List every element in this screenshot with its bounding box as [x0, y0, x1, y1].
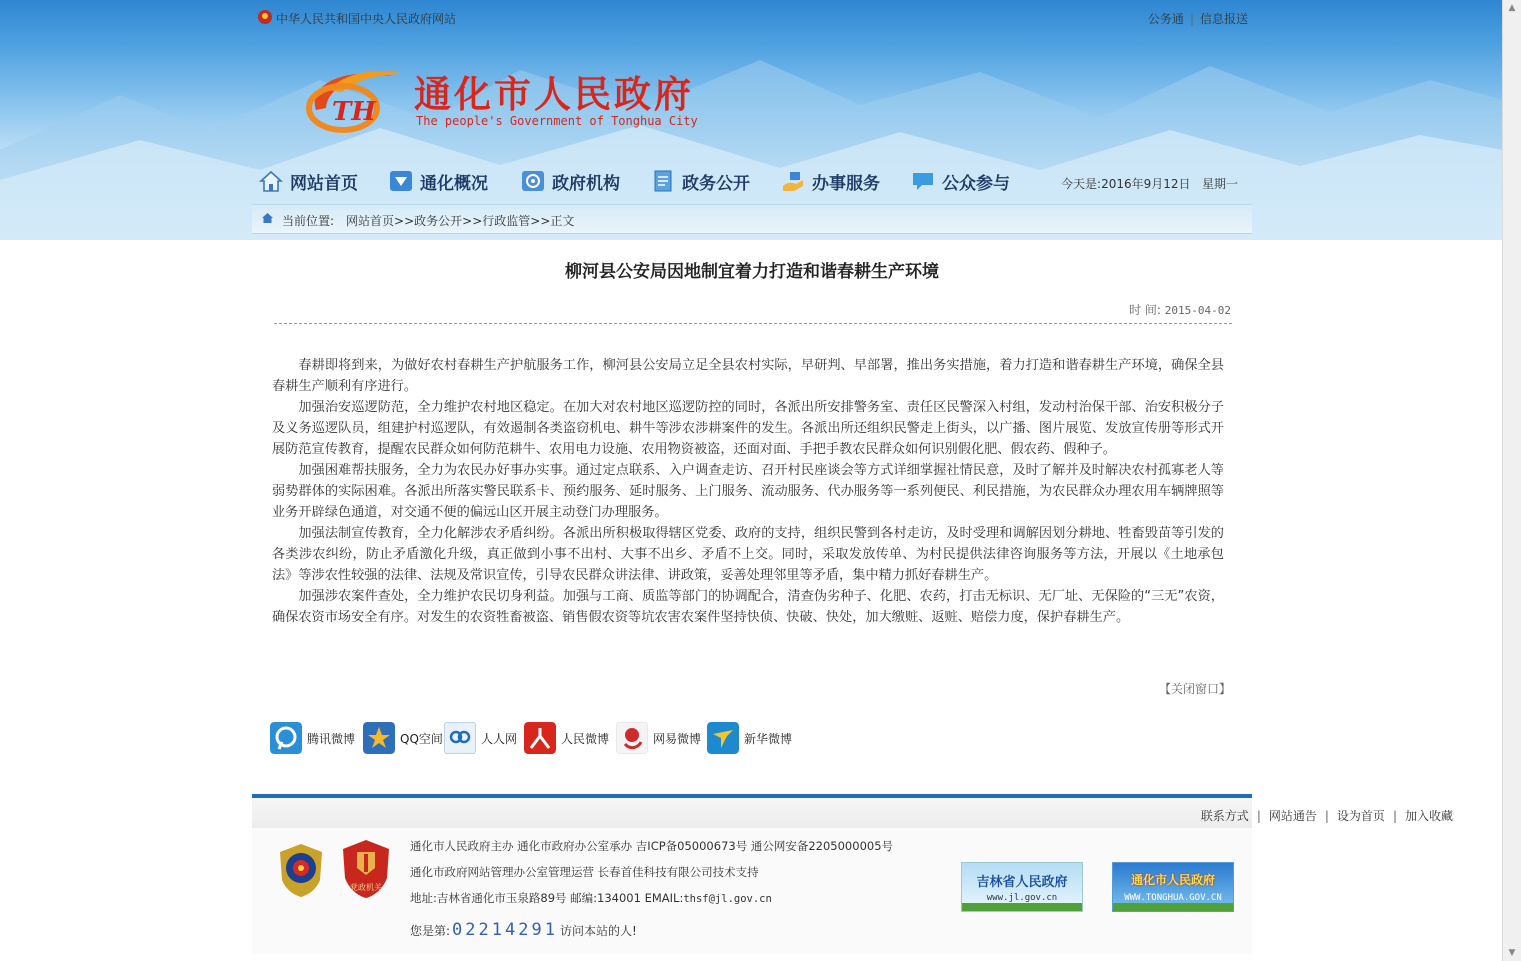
service-icon [780, 168, 806, 194]
footer-address: 地址:吉林省通化市玉泉路89号 邮编:134001 EMAIL: [410, 891, 684, 905]
breadcrumb-separator: >> [530, 214, 551, 228]
time-label: 时 间: [1129, 303, 1161, 317]
nav-home[interactable] [258, 164, 358, 198]
breadcrumb-label: 当前位置: [282, 214, 335, 228]
nav-label: 公众参与 [942, 173, 1010, 194]
visit-prefix: 您是第: [410, 924, 451, 938]
breadcrumb-current: 正文 [550, 214, 575, 228]
organization-icon [520, 168, 546, 194]
breadcrumb-separator: >> [462, 214, 483, 228]
scroll-up-arrow-icon[interactable]: ▲ [1508, 3, 1516, 13]
date-value: 2016年9月12日 [1101, 177, 1191, 191]
party-agency-badge-icon[interactable] [340, 838, 392, 900]
set-homepage-link[interactable]: 设为首页 [1336, 809, 1385, 823]
date-label: 今天是: [1061, 177, 1102, 191]
footer-address-info [410, 890, 772, 906]
nav-overview[interactable] [388, 164, 488, 198]
nav-label: 办事服务 [812, 173, 880, 194]
nav-label: 政府机构 [552, 173, 620, 194]
article-paragraph: 春耕即将到来，为做好农村春耕生产护航服务工作，柳河县公安局立足全县农村实际，早研判、早部署，推出务实措施，着力打造和谐春耕生产环境，确保全县春耕生产顺利有序进行。 [272, 358, 1224, 394]
breadcrumb [252, 204, 1252, 234]
tencent-weibo-icon [270, 722, 302, 754]
banner-title: 通化市人民政府 [1130, 873, 1215, 887]
breadcrumb-separator: >> [394, 214, 415, 228]
nav-services[interactable] [780, 164, 880, 198]
police-badge-icon[interactable] [276, 842, 326, 898]
chat-icon [910, 168, 936, 194]
xinhua-weibo-icon [707, 722, 739, 754]
article-paragraph: 加强治安巡逻防范，全力维护农村地区稳定。在加大对农村地区巡逻防控的同时，各派出所安排警务室、责任区民警深入村组，发动村治保干部、治安积极分子及义务巡逻队员，组建护村巡逻队，有效遏制各类盗窃机电、耕牛等涉农涉耕案件的发生。各派出所还组织民警走上街头，以广播、图片展览、发放宣传册等形式开展防范宣传教育，提醒农民群众如何防范耕牛、农用电力设施、农用物资被盗，还面对面、手把手教农民群众如何识别假化肥、假农药、假种子。 [272, 400, 1224, 457]
share-label: 新华微博 [744, 731, 793, 746]
people-weibo-icon [524, 722, 556, 754]
netease-weibo-icon [616, 722, 648, 754]
main-nav [258, 164, 1248, 200]
scroll-down-arrow-icon[interactable]: ▼ [1508, 948, 1516, 958]
article-paragraph: 加强涉农案件查处，全力维护农民切身利益。加强与工商、质监等部门的协调配合，清查伪劣种子、化肥、农药，打击无标识、无厂址、无保险的“三无”农资，确保农资市场安全有序。对发生的农资牲畜被盗、销售假农资等坑农害农案件坚持快侦、快破、快处，加大缴赃、返赃、赔偿力度，保护春耕生产。 [272, 589, 1224, 625]
banner-title: 吉林省人民政府 [976, 875, 1068, 890]
nav-label: 通化概况 [420, 173, 488, 194]
share-qzone[interactable] [363, 721, 443, 755]
breadcrumb-home-link[interactable]: 网站首页 [346, 214, 395, 228]
footer-operator-info: 通化市政府网站管理办公室管理运营 长春首佳科技有限公司技术支持 [410, 865, 759, 879]
share-bar [270, 721, 830, 755]
title-divider [274, 323, 1232, 324]
link-separator: | [1324, 809, 1329, 823]
link-separator: | [1256, 809, 1261, 823]
notice-link[interactable]: 网站通告 [1268, 809, 1317, 823]
close-window-link[interactable]: 【关闭窗口】 [1158, 682, 1231, 696]
share-xinhua-weibo[interactable] [707, 721, 792, 755]
banner-url: WWW.TONGHUA.GOV.CN [1124, 893, 1222, 903]
banner-grass [962, 903, 1082, 911]
top-bar [258, 9, 1248, 27]
article-time [1129, 301, 1231, 318]
article-paragraph: 加强法制宣传教育，全力化解涉农矛盾纠纷。各派出所积极取得辖区党委、政府的支持，组织民警到各村走访，及时受理和调解因划分耕地、牲畜毁苗等引发的各类涉农纠纷，防止矛盾激化升级，真正做到小事不出村、大事不出乡、矛盾不上交。同时，采取发放传单、为村民提供法律咨询服务等方法，开展以《土地承包法》等涉农性较强的法律、法规及常识宣传，引导农民群众讲法律、讲政策，妥善处理邻里等矛盾，集中精力抓好春耕生产。 [272, 526, 1224, 583]
share-label: 网易微博 [653, 731, 702, 746]
link-separator: | [1189, 12, 1194, 26]
badge2-text: 党政机关 [350, 883, 382, 892]
time-value: 2015-04-02 [1164, 304, 1231, 317]
gongwutong-link[interactable]: 公务通 [1147, 12, 1184, 26]
visit-counter [410, 920, 637, 940]
breadcrumb-path [346, 212, 574, 229]
weekday: 星期一 [1201, 177, 1238, 191]
add-favorite-link[interactable]: 加入收藏 [1404, 809, 1453, 823]
qzone-icon [363, 722, 395, 754]
link-separator: | [1392, 809, 1397, 823]
share-people-weibo[interactable] [524, 721, 609, 755]
home-icon [258, 168, 284, 194]
share-netease-weibo[interactable] [616, 721, 701, 755]
nav-organization[interactable] [520, 164, 620, 198]
site-title: 通化市人民政府 [414, 72, 694, 116]
banner-url: www.jl.gov.cn [986, 893, 1058, 903]
top-links [1148, 10, 1248, 27]
share-label: 人民微博 [561, 731, 610, 746]
document-icon [650, 168, 676, 194]
footer-link-bar [252, 798, 1252, 828]
breadcrumb-supervision-link[interactable]: 行政监管 [482, 214, 531, 228]
share-renren[interactable] [444, 721, 517, 755]
logo-mark-text: TH [332, 97, 376, 127]
visit-count: 02214291 [452, 920, 558, 940]
share-tencent-weibo[interactable] [270, 721, 355, 755]
nav-label: 政务公开 [682, 173, 750, 194]
footer-links [1201, 807, 1453, 824]
article-paragraph: 加强困难帮扶服务，全力为农民办好事办实事。通过定点联系、入户调查走访、召开村民座谈会等方式详细掌握社情民意，及时了解并及时解决农村孤寡老人等弱势群体的实际困难。各派出所落实警民联系卡、预约服务、延时服务、上门服务、流动服务、代办服务等一系列便民、利民措施，为农民群众办理农用车辆牌照等业务开辟绿色通道，对交通不便的偏远山区开展主动登门办理服务。 [272, 463, 1224, 520]
overview-icon [388, 168, 414, 194]
site-subtitle: The people's Government of Tonghua City [416, 114, 698, 128]
national-emblem-icon [258, 10, 272, 24]
renren-icon [444, 722, 476, 754]
today-date [1061, 175, 1238, 192]
footer-email: thsf@jl.gov.cn [683, 893, 772, 905]
nav-participation[interactable] [910, 164, 1010, 198]
footer-sponsor-info: 通化市人民政府主办 通化市政府办公室承办 吉ICP备05000673号 通公网安备2205000005号 [410, 839, 894, 853]
tonghua-gov-banner[interactable] [1112, 862, 1234, 912]
jilin-gov-banner[interactable] [961, 862, 1083, 912]
share-label: 腾讯微博 [307, 731, 356, 746]
tonghua-logo-icon[interactable] [298, 60, 408, 138]
contact-link[interactable]: 联系方式 [1200, 809, 1249, 823]
nav-label: 网站首页 [290, 173, 358, 194]
article-title: 柳河县公安局因地制宜着力打造和谐春耕生产环境 [565, 262, 939, 282]
breadcrumb-gov-affairs-link[interactable]: 政务公开 [414, 214, 463, 228]
visit-suffix: 访问本站的人! [559, 924, 637, 938]
central-gov-link[interactable]: 中华人民共和国中央人民政府网站 [276, 12, 457, 26]
nav-gov-affairs[interactable] [650, 164, 750, 198]
info-report-link[interactable]: 信息报送 [1199, 12, 1248, 26]
home-icon [262, 213, 273, 223]
banner-grass [1113, 903, 1233, 911]
article-body [272, 355, 1224, 628]
share-label: 人人网 [481, 731, 518, 746]
share-label: QQ空间 [400, 731, 443, 746]
vertical-scrollbar[interactable] [1502, 0, 1521, 961]
